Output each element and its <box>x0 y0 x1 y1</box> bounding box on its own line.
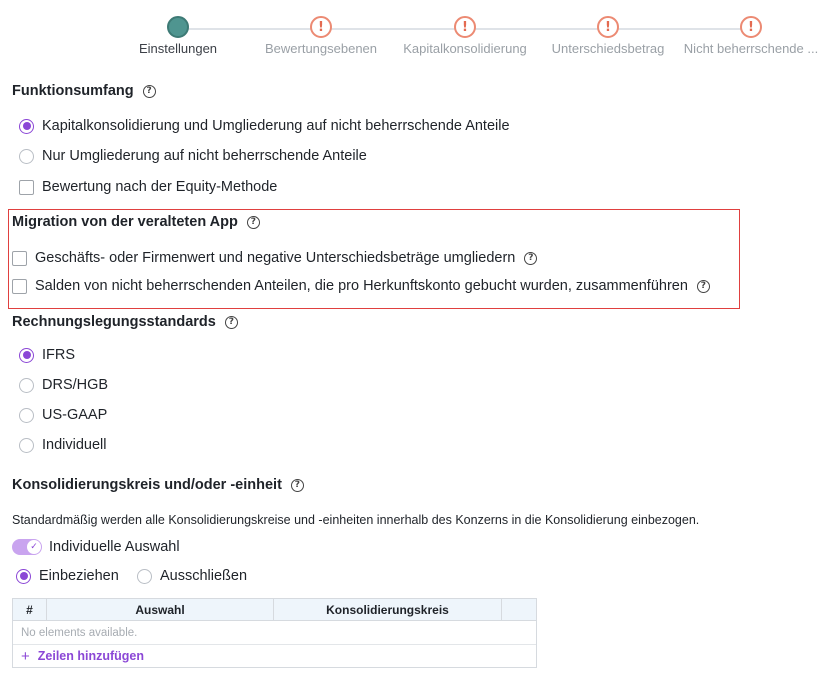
section-title-text: Konsolidierungskreis und/oder -einheit <box>12 477 282 493</box>
radio-label: Kapitalkonsolidierung und Umgliederung auf nicht beherrschende Anteile <box>42 118 510 134</box>
toggle-switch[interactable] <box>12 539 42 555</box>
section-title-text: Funktionsumfang <box>12 83 134 99</box>
warning-icon: ! <box>310 16 332 38</box>
checkbox-goodwill-umgliedern[interactable] <box>12 250 537 266</box>
step-unterschiedsbetrag[interactable] <box>533 16 683 56</box>
radio-button[interactable] <box>19 378 34 393</box>
warning-icon: ! <box>597 16 619 38</box>
help-icon[interactable]: ? <box>697 280 710 293</box>
grid-header <box>13 599 536 621</box>
radio-label: Nur Umgliederung auf nicht beherrschende Anteile <box>42 148 367 164</box>
add-rows-button[interactable] <box>13 645 536 667</box>
step-label: Unterschiedsbetrag <box>551 41 665 56</box>
radio-label: US-GAAP <box>42 407 108 423</box>
step-label: Kapitalkonsolidierung <box>403 41 527 56</box>
column-header-actions <box>502 599 536 620</box>
column-header-konsolidierungskreis[interactable]: Konsolidierungskreis <box>274 599 502 620</box>
radio-option-us-gaap[interactable] <box>19 407 107 423</box>
radio-option-individuell[interactable] <box>19 437 107 453</box>
step-nicht-beherrschende[interactable] <box>676 16 826 56</box>
plus-icon: + <box>21 647 30 665</box>
section-title-funktionsumfang <box>12 83 156 99</box>
step-einstellungen[interactable] <box>103 16 253 56</box>
radio-option-nur-umgliederung[interactable] <box>19 148 367 164</box>
checkbox-salden-zusammenfuehren[interactable] <box>12 278 710 294</box>
checkbox-label: Geschäfts- oder Firmenwert und negative Unterschiedsbeträge umgliedern <box>35 250 516 266</box>
checkbox-label: Salden von nicht beherrschenden Anteilen, die pro Herkunftskonto gebucht wurden, zusammenführen <box>35 278 688 294</box>
check-icon: ✓ <box>27 540 41 554</box>
help-icon[interactable]: ? <box>247 216 260 229</box>
radio-label: Einbeziehen <box>39 568 119 584</box>
help-icon[interactable]: ? <box>524 252 537 265</box>
stepper <box>0 0 827 64</box>
add-rows-label: Zeilen hinzufügen <box>37 649 145 663</box>
help-icon[interactable]: ? <box>143 85 156 98</box>
selection-grid <box>12 598 537 668</box>
radio-option-ausschliessen[interactable] <box>137 568 247 584</box>
checkbox-label: Bewertung nach der Equity-Methode <box>42 179 278 195</box>
column-header-auswahl[interactable]: Auswahl <box>47 599 274 620</box>
radio-label: DRS/HGB <box>42 377 109 393</box>
radio-option-ifrs[interactable] <box>19 347 75 363</box>
step-bewertungsebenen[interactable] <box>246 16 396 56</box>
grid-empty-message: No elements available. <box>13 621 536 645</box>
radio-button[interactable] <box>16 569 31 584</box>
checkbox[interactable] <box>12 251 27 266</box>
section-title-text: Migration von der veralteten App <box>12 214 238 230</box>
help-icon[interactable]: ? <box>291 479 304 492</box>
section-title-konsolidierungskreis <box>12 477 304 493</box>
section-title-text: Rechnungslegungsstandards <box>12 314 216 330</box>
radio-label: Ausschließen <box>160 568 248 584</box>
column-header-index[interactable]: # <box>13 599 47 620</box>
radio-button[interactable] <box>19 438 34 453</box>
radio-button[interactable] <box>19 408 34 423</box>
toggle-label: Individuelle Auswahl <box>49 539 180 555</box>
radio-button[interactable] <box>19 348 34 363</box>
radio-option-drs-hgb[interactable] <box>19 377 108 393</box>
radio-option-einbeziehen[interactable] <box>16 568 119 584</box>
radio-button[interactable] <box>19 119 34 134</box>
help-icon[interactable]: ? <box>225 316 238 329</box>
checkbox[interactable] <box>19 180 34 195</box>
step-label: Nicht beherrschende ... <box>683 41 819 56</box>
toggle-individuelle-auswahl[interactable] <box>12 539 180 555</box>
radio-label: Individuell <box>42 437 107 453</box>
radio-button[interactable] <box>137 569 152 584</box>
checkbox-equity-methode[interactable] <box>19 179 277 195</box>
radio-option-kapitalkonsolidierung[interactable] <box>19 118 510 134</box>
section-title-standards <box>12 314 238 330</box>
section-title-migration <box>12 214 260 230</box>
warning-icon: ! <box>454 16 476 38</box>
radio-label: IFRS <box>42 347 76 363</box>
step-label: Einstellungen <box>138 41 218 56</box>
radio-button[interactable] <box>19 149 34 164</box>
step-label: Bewertungsebenen <box>264 41 378 56</box>
warning-icon: ! <box>740 16 762 38</box>
checkbox[interactable] <box>12 279 27 294</box>
step-active-icon <box>167 16 189 38</box>
step-kapitalkonsolidierung[interactable] <box>390 16 540 56</box>
konsolidierung-description: Standardmäßig werden alle Konsolidierungskreise und -einheiten innerhalb des Konzerns in die Konsolidierung einbezogen. <box>12 513 700 527</box>
